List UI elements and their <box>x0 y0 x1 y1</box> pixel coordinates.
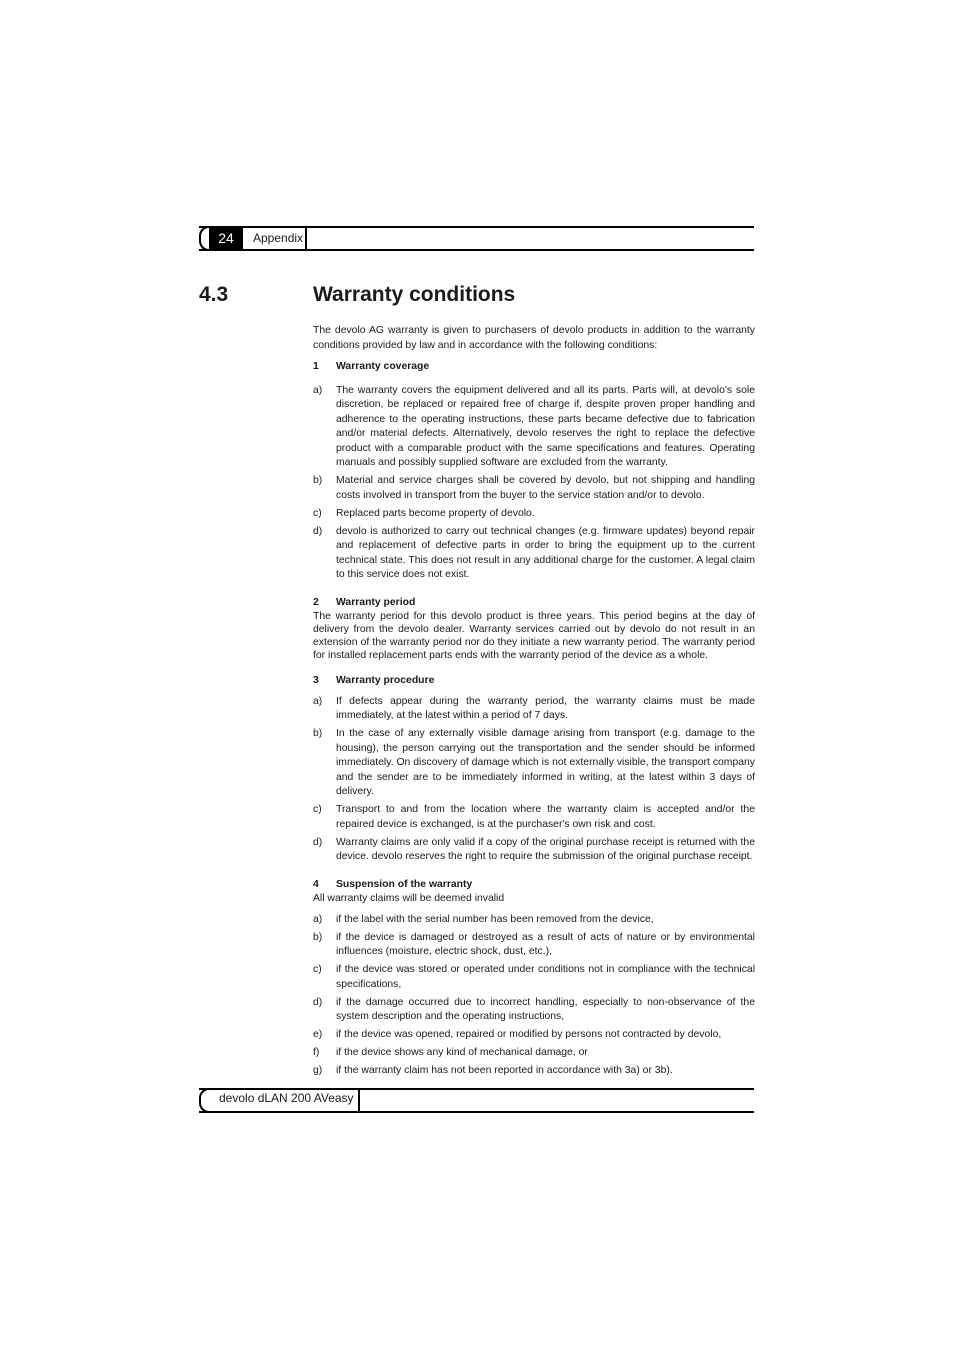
list-item <box>313 963 755 992</box>
item-text: if the warranty claim has not been reported in accordance with 3a) or 3b). <box>336 1065 673 1076</box>
item-label: a) <box>313 913 323 925</box>
item-label: e) <box>313 1029 323 1040</box>
list-item <box>313 507 755 522</box>
list-item <box>313 803 755 832</box>
list-item <box>313 996 755 1025</box>
item-label: g) <box>313 1065 323 1076</box>
item-text: if the damage occurred due to incorrect handling, especially to non-observance of the system description and the operating instructions, <box>336 996 755 1022</box>
section-number: 1 <box>313 361 319 372</box>
list-item <box>313 1046 755 1061</box>
section-heading <box>313 674 755 689</box>
section-title: Warranty coverage <box>336 361 430 372</box>
list-item <box>313 836 755 865</box>
item-text: In the case of any externally visible damage arising from transport (e.g. damage to the housing), the person carrying out the transportation and the sender should be informed immediately. On discovery of damage which is not externally visible, the transport company and the sender are to be immediately informed in writing, at the latest within 3 days of delivery. <box>336 728 755 797</box>
item-text: The warranty covers the equipment delivered and all its parts. Parts will, at devolo's sole discretion, be replaced or repaired free of charge if, despite proven proper handling and adherence to the operating instructions, these parts became defective due to fabrication and/or material defects. Alternatively, devolo reserves the right to replace the defective product with a comparable product with the same specifications and features. Operating manuals and possibly supplied software are excluded from the warranty. <box>336 384 755 468</box>
heading-number: 4.3 <box>199 283 229 306</box>
item-list <box>313 384 755 583</box>
item-label: d) <box>313 525 323 537</box>
item-text: if the device is damaged or destroyed as a result of acts of nature or by environmental influences (moisture, electric shock, dust, etc.), <box>336 931 755 957</box>
section-heading <box>313 878 755 893</box>
item-text: devolo is authorized to carry out technical changes (e.g. firmware updates) beyond repair and replacement of defective parts in order to bring the equipment up to the current technical state. This does not result in any additional charge for the customer. A legal claim to this service does not exist. <box>336 525 755 580</box>
footer-product: devolo dLAN 200 AVeasy <box>213 1088 360 1113</box>
list-item <box>313 1064 755 1079</box>
section-number: 3 <box>313 675 319 686</box>
item-text: Material and service charges shall be covered by devolo, but not shipping and handling costs involved in transport from the buyer to the service station and/or to devolo. <box>336 475 755 501</box>
item-text: if the device shows any kind of mechanical damage, or <box>336 1047 588 1058</box>
item-text: if the device was opened, repaired or modified by persons not contracted by devolo, <box>336 1029 722 1040</box>
content <box>313 324 755 1082</box>
section-title: Warranty procedure <box>336 675 435 686</box>
item-text: Transport to and from the location where the warranty claim is accepted and/or the repaired device is exchanged, is at the purchaser's own risk and cost. <box>336 804 755 830</box>
item-text: if the device was stored or operated under conditions not in compliance with the technical specifications, <box>336 964 755 990</box>
list-item <box>313 474 755 503</box>
item-label: b) <box>313 728 323 739</box>
header-section: Appendix <box>243 226 307 251</box>
list-item <box>313 727 755 800</box>
item-label: a) <box>313 695 323 707</box>
section-body: All warranty claims will be deemed invalid <box>313 893 505 904</box>
item-label: a) <box>313 384 323 396</box>
item-list <box>313 913 755 1079</box>
section-title: Suspension of the warranty <box>336 878 473 890</box>
page-title: Warranty conditions <box>313 283 516 306</box>
item-label: d) <box>313 836 323 848</box>
list-item <box>313 695 755 724</box>
item-label: c) <box>313 804 322 815</box>
item-text: If defects appear during the warranty period, the warranty claims must be made immediately, at the latest within a period of 7 days. <box>336 695 755 721</box>
section-number: 2 <box>313 596 319 608</box>
item-label: f) <box>313 1047 320 1058</box>
footer-cap <box>199 1088 213 1113</box>
item-list <box>313 695 755 865</box>
item-text: if the label with the serial number has been removed from the device, <box>336 913 654 925</box>
item-text: Warranty claims are only valid if a copy of the original purchase receipt is returned with the device. devolo reserves the right to require the submission of the original purchase receipt. <box>336 836 755 862</box>
item-label: d) <box>313 996 323 1008</box>
item-text: Replaced parts become property of devolo. <box>336 507 535 519</box>
page-number: 24 <box>209 226 243 251</box>
intro-paragraph: The devolo AG warranty is given to purchasers of devolo products in addition to the warranty conditions provided by law and in accordance with the following conditions: <box>313 325 755 351</box>
section-title: Warranty period <box>336 596 416 608</box>
section-number: 4 <box>313 878 319 890</box>
item-label: c) <box>313 964 322 975</box>
list-item <box>313 1028 755 1043</box>
list-item <box>313 384 755 471</box>
section-heading <box>313 360 755 375</box>
list-item <box>313 525 755 583</box>
item-label: b) <box>313 931 323 943</box>
section-body: The warranty period for this devolo product is three years. This period begins at the day of delivery from the devolo dealer. Warranty services carried out by devolo do not result in an extension of the warranty period nor do they initiate a new warranty period. The warranty period for installed replacement parts ends with the warranty period of the device as a whole. <box>313 611 755 661</box>
list-item <box>313 913 755 928</box>
page-header <box>199 226 755 249</box>
item-label: b) <box>313 475 323 486</box>
item-label: c) <box>313 507 322 519</box>
page-footer <box>199 1088 755 1113</box>
list-item <box>313 931 755 960</box>
section-heading <box>313 596 755 611</box>
